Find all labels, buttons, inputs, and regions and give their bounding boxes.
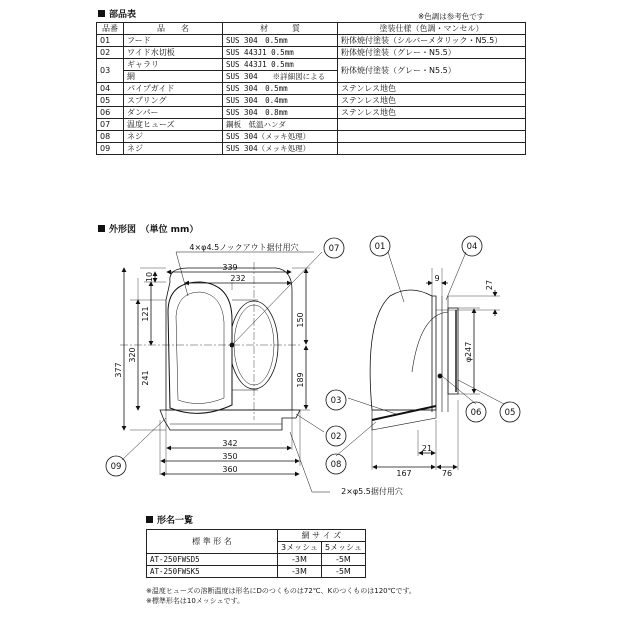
drip-plate	[160, 410, 300, 430]
dim-121: 121	[141, 306, 150, 322]
callout-05-label: 05	[504, 408, 516, 418]
table-row: 05 スプリング SUS 304 0.4mm ステンレス地色	[97, 95, 526, 107]
table-row: 01 フード SUS 304 0.5mm 粉体焼付塗装（シルバーメタリック・N5.5）	[97, 35, 526, 47]
dim-350: 350	[222, 452, 238, 461]
table-row: 07 温度ヒューズ 鋼板 低温ハンダ	[97, 119, 526, 131]
dim-247: φ247	[464, 341, 473, 363]
dim-377: 377	[114, 362, 123, 378]
footnote: ※温度ヒューズの溶断温度は形名にDのつくものは72℃、Kのつくものは120℃です。	[146, 587, 416, 595]
callout-02-label: 02	[330, 432, 342, 442]
callout-09-label: 09	[110, 462, 122, 472]
parts-table-header: 品番 品 名 材 質 塗装仕様（色調・マンセル）	[97, 23, 526, 35]
dim-10: 10	[145, 271, 154, 283]
dim-241: 241	[141, 370, 150, 386]
table-row: 04 パイプガイド SUS 304 0.5mm ステンレス地色	[97, 83, 526, 95]
side-damper	[412, 312, 448, 372]
side-spring	[438, 374, 442, 378]
models-section-title: 形名一覧	[146, 513, 193, 526]
model-column-header: 標 準 形 名	[147, 530, 278, 554]
parts-section-title: 部品表	[98, 7, 136, 20]
dim-232: 232	[230, 274, 246, 283]
callout-03-label: 03	[330, 396, 342, 406]
table-row: AT-250FWSK5 -3M -5M	[147, 566, 366, 578]
side-hood	[370, 290, 436, 410]
hole-label-top: 4×φ4.5ノックアウト据付用穴	[189, 243, 299, 252]
color-note: ※色調は参考色です	[418, 12, 485, 21]
section-bullet	[146, 516, 153, 523]
dim-150: 150	[296, 312, 305, 328]
dim-76: 76	[441, 469, 453, 478]
footnote: ※標準形名は10メッシュです。	[146, 597, 245, 605]
table-row: 06 ダンパー SUS 304 0.8mm ステンレス地色	[97, 107, 526, 119]
dim-320: 320	[128, 347, 137, 363]
dim-342: 342	[222, 439, 238, 448]
side-view	[336, 252, 504, 470]
callout-06-label: 06	[470, 408, 482, 418]
dim-167: 167	[396, 469, 412, 478]
table-row: 網 SUS 304 ※詳細図による	[97, 71, 526, 83]
dim-339: 339	[222, 263, 238, 272]
table-row: 02 ワイド水切板 SUS 443J1 0.5mm 粉体焼付塗装（グレー・N5.5）	[97, 47, 526, 59]
dim-9: 9	[434, 274, 440, 283]
table-row: 08 ネジ SUS 304（メッキ処理）	[97, 131, 526, 143]
callout-04-label: 04	[466, 242, 478, 252]
dim-360: 360	[222, 465, 238, 474]
drawing-section-title: 外形図 （単位 mm）	[98, 222, 198, 235]
hole-label-bottom: 2×φ5.5据付用穴	[341, 487, 403, 496]
dim-21: 21	[421, 444, 433, 453]
mesh3-header: 3メッシュ	[278, 542, 322, 554]
callout-01-label: 01	[374, 242, 386, 252]
callout-07-label: 07	[328, 244, 340, 254]
table-row: 09 ネジ SUS 304（メッキ処理）	[97, 143, 526, 155]
mesh-column-header: 網 サ イ ズ	[278, 530, 366, 542]
table-row: AT-250FWSD5 -3M -5M	[147, 554, 366, 566]
models-table	[146, 529, 366, 578]
side-gallery	[372, 406, 436, 420]
callout-08-label: 08	[330, 460, 342, 470]
table-row: 03 ギャラリ SUS 443J1 0.5mm 粉体焼付塗装（グレー・N5.5）	[97, 59, 526, 71]
footnotes	[146, 586, 416, 606]
mesh5-header: 5メッシュ	[321, 542, 365, 554]
dim-27: 27	[485, 279, 494, 291]
dim-189: 189	[296, 372, 305, 388]
